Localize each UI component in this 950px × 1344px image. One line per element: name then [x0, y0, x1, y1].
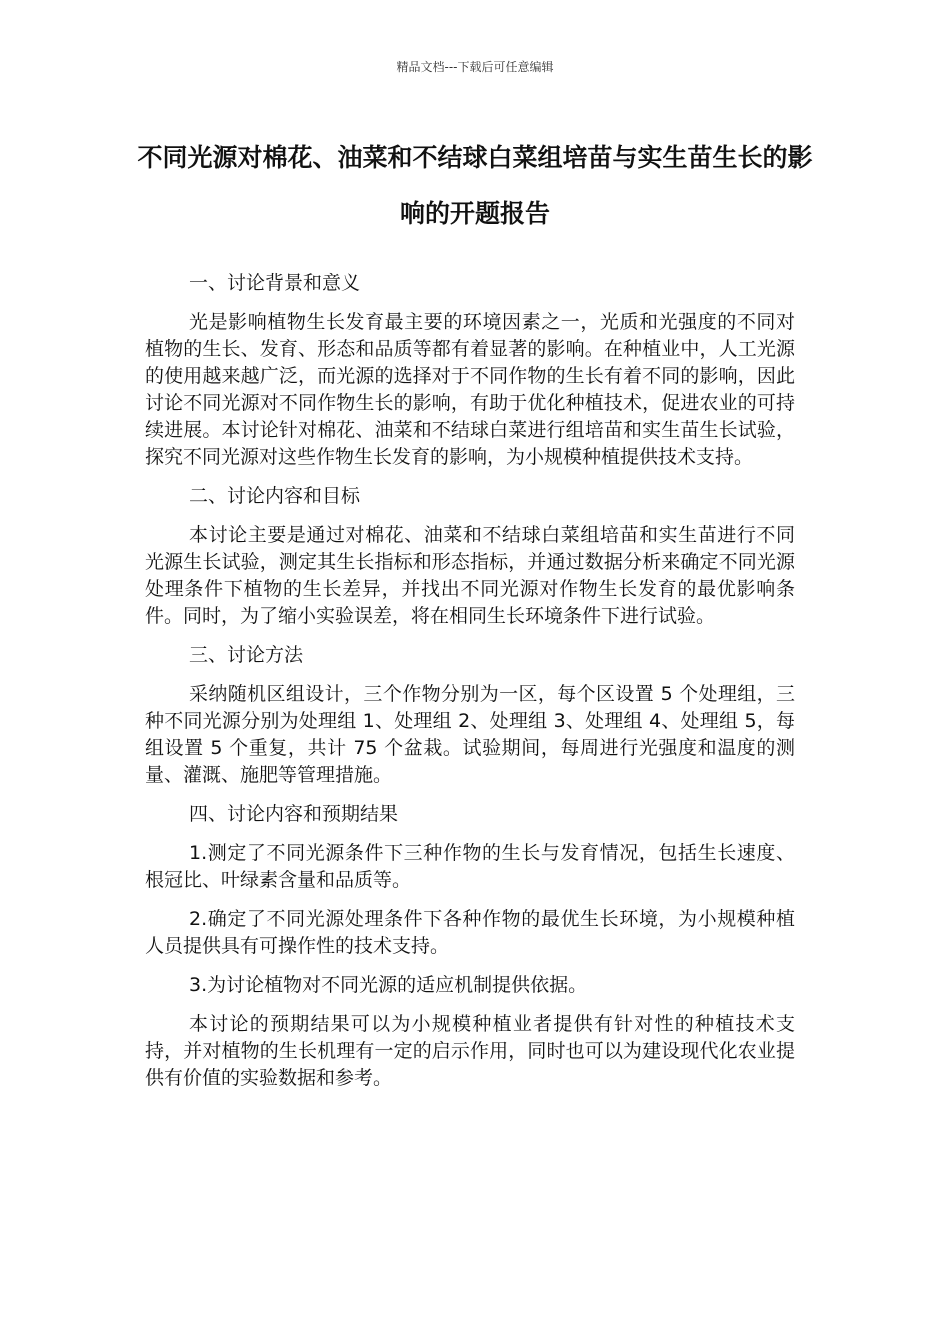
section-heading-methods: 三、讨论方法	[189, 644, 304, 666]
section-heading-expected-results: 四、讨论内容和预期结果	[189, 803, 399, 825]
list-item-result-3: 3.为讨论植物对不同光源的适应机制提供依据。	[189, 974, 588, 996]
section-conclusion: 本讨论的预期结果可以为小规模种植业者提供有针对性的种植技术支持，并对植物的生长机理有一定的启示作用，同时也可以为建设现代化农业提供有价值的实验数据和参考。	[145, 1013, 795, 1089]
document-body	[145, 268, 795, 1092]
section-body-content-goals: 本讨论主要是通过对棉花、油菜和不结球白菜组培苗和实生苗进行不同光源生长试验，测定其生长指标和形态指标，并通过数据分析来确定不同光源处理条件下植物的生长差异，并找出不同光源对作物生长发育的最优影响条件。同时，为了缩小实验误差，将在相同生长环境条件下进行试验。	[145, 524, 795, 627]
section-body-background: 光是影响植物生长发育最主要的环境因素之一，光质和光强度的不同对植物的生长、发育、形态和品质等都有着显著的影响。在种植业中，人工光源的使用越来越广泛，而光源的选择对于不同作物的生长有着不同的影响，因此讨论不同光源对不同作物生长的影响，有助于优化种植技术，促进农业的可持续进展。本讨论针对棉花、油菜和不结球白菜进行组培苗和实生苗生长试验，探究不同光源对这些作物生长发育的影响，为小规模种植提供技术支持。	[145, 311, 795, 468]
section-body-methods: 采纳随机区组设计，三个作物分别为一区，每个区设置 5 个处理组，三种不同光源分别为处理组 1、处理组 2、处理组 3、处理组 4、处理组 5，每组设置 5 个重复，共计 75 个盆栽。试验期间，每周进行光强度和温度的测量、灌溉、施肥等管理措施。	[145, 683, 795, 786]
section-heading-background: 一、讨论背景和意义	[189, 272, 361, 294]
document-title: 不同光源对棉花、油菜和不结球白菜组培苗与实生苗生长的影响的开题报告	[137, 143, 813, 228]
header-note: 精品文档---下载后可任意编辑	[396, 60, 554, 74]
section-heading-content-goals: 二、讨论内容和目标	[189, 485, 361, 507]
list-item-result-2: 2.确定了不同光源处理条件下各种作物的最优生长环境，为小规模种植人员提供具有可操作性的技术支持。	[145, 908, 795, 957]
list-item-result-1: 1.测定了不同光源条件下三种作物的生长与发育情况，包括生长速度、根冠比、叶绿素含量和品质等。	[145, 842, 795, 891]
